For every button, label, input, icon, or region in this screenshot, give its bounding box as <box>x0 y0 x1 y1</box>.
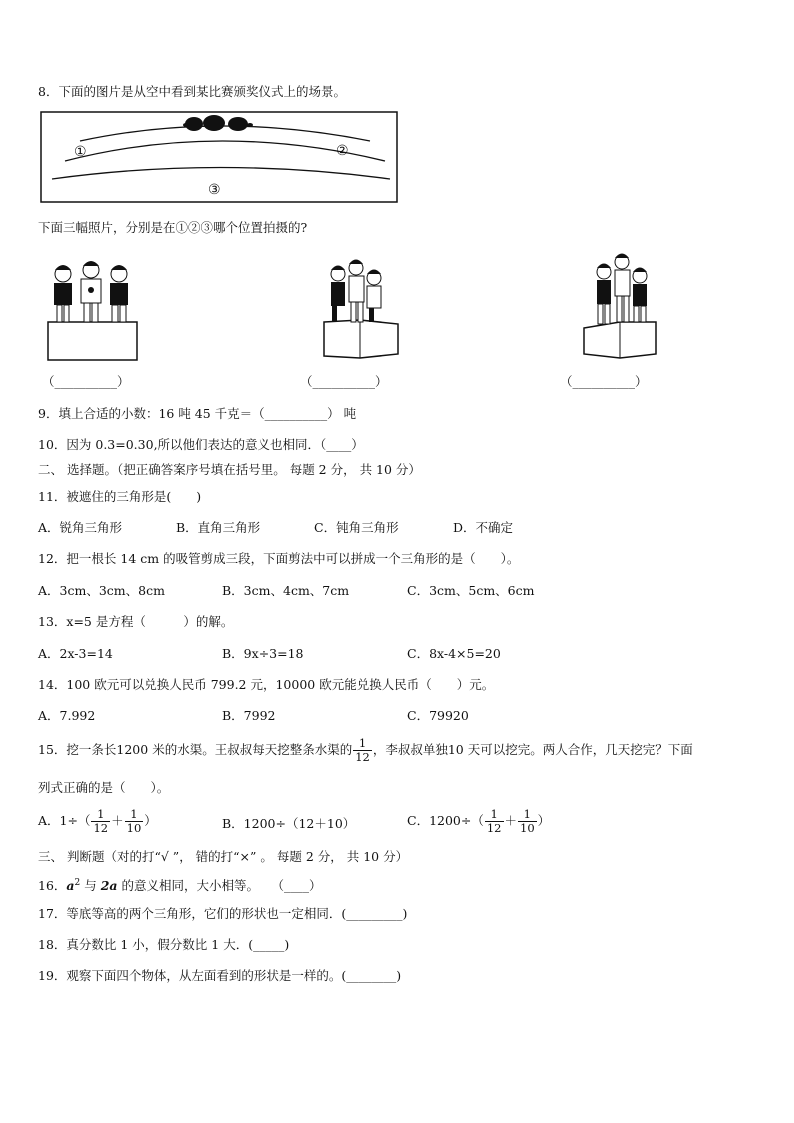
q15-option-b: B．1200÷（12＋10） <box>222 816 356 831</box>
q15-text-c: 列式正确的是（ ）。 <box>38 780 170 795</box>
plus-sign: ＋ <box>111 813 124 828</box>
fraction-denominator: 12 <box>486 821 502 835</box>
q17-text: 17．等底等高的两个三角形，它们的形状也一定相同．(_________) <box>38 906 408 921</box>
q11-option-a: A．锐角三角形 <box>38 520 123 535</box>
option-c-prefix: C．1200÷（ <box>407 813 484 828</box>
q14-option-b: B．7992 <box>222 708 276 723</box>
photo-2-left-view <box>318 258 402 362</box>
option-a-suffix: ） <box>144 813 157 828</box>
photo-3-answer-blank[interactable]: （__________） <box>560 374 648 389</box>
q10-text: 10．因为 0.3=0.30,所以他们表达的意义也相同．（____） <box>38 437 364 452</box>
section-3-heading: 三、 判断题（对的打“√ ”， 错的打“×” 。 每题 2 分， 共 10 分） <box>38 849 409 864</box>
fraction-denominator: 10 <box>126 821 142 835</box>
fraction-numerator: 1 <box>518 808 537 822</box>
q9-text: 9．填上合适的小数：16 吨 45 千克＝（__________） 吨 <box>38 406 357 421</box>
fraction-numerator: 1 <box>485 808 504 822</box>
fraction-1-12 <box>91 808 110 835</box>
q19-text: 19．观察下面四个物体，从左面看到的形状是一样的。(________) <box>38 968 402 983</box>
option-c-suffix: ） <box>537 813 551 828</box>
q12-option-a: A．3cm、3cm、8cm <box>38 583 165 598</box>
q14-option-a: A．7.992 <box>38 708 96 723</box>
photo-3-right-view <box>580 250 660 360</box>
q13-option-c: C．8x-4×5=20 <box>407 646 501 661</box>
q16-var-a: a <box>66 878 75 894</box>
fraction-1-10 <box>125 808 144 835</box>
q16-number: 16． <box>38 878 67 894</box>
fraction-denominator: 12 <box>355 750 370 764</box>
plus-sign: ＋ <box>504 813 518 828</box>
q8-prompt: 下面三幅照片，分别是在①②③哪个位置拍摄的? <box>38 220 308 235</box>
q16-exponent: 2 <box>74 878 81 888</box>
q11-text: 11．被遮住的三角形是( ) <box>38 489 202 504</box>
q16-mid: 与 <box>80 878 101 894</box>
q12-option-c: C．3cm、5cm、6cm <box>407 583 535 598</box>
q14-text: 14．100 欧元可以兑换人民币 799.2 元，10000 欧元能兑换人民币（ ）元。 <box>38 677 495 692</box>
position-3-label: ③ <box>208 182 221 198</box>
q12-option-b: B．3cm、4cm、7cm <box>222 583 350 598</box>
q15-text-a: 15．挖一条长1200 米的水渠。王叔叔每天挖整条水渠的 <box>38 742 353 757</box>
q15-option-a <box>38 808 157 835</box>
fraction-numerator: 1 <box>91 808 110 822</box>
section-2-heading: 二、 选择题。（把正确答案序号填在括号里。 每题 2 分， 共 10 分） <box>38 462 421 477</box>
q13-option-a: A．2x-3=14 <box>38 646 113 661</box>
q12-text: 12．把一根长 14 cm 的吸管剪成三段，下面剪法中可以拼成一个三角形的是（ ）。 <box>38 551 520 566</box>
q16-text <box>38 875 321 894</box>
position-1-label: ① <box>74 144 87 160</box>
q18-text: 18．真分数比 1 小，假分数比 1 大．(_____) <box>38 937 290 952</box>
q13-option-b: B．9x÷3=18 <box>222 646 304 661</box>
q13-text: 13．x=5 是方程（ ）的解。 <box>38 614 234 629</box>
option-a-prefix: A．1÷（ <box>38 813 91 828</box>
fraction-denominator: 12 <box>93 821 109 835</box>
q11-option-d: D．不确定 <box>453 520 514 535</box>
position-2-label: ② <box>336 143 349 159</box>
fraction-1-12 <box>485 808 504 835</box>
q16-rest: 的意义相同，大小相等。 （____） <box>117 878 322 894</box>
q15-line-1 <box>38 737 693 764</box>
q11-option-b: B．直角三角形 <box>176 520 261 535</box>
q15-option-c <box>407 808 550 835</box>
photo-1-answer-blank[interactable]: （__________） <box>42 374 130 389</box>
q16-var-2a: 2a <box>100 878 118 894</box>
fraction-1-10 <box>518 808 537 835</box>
fraction-numerator: 1 <box>353 737 372 751</box>
fraction-numerator: 1 <box>125 808 144 822</box>
q11-option-c: C．钝角三角形 <box>314 520 399 535</box>
q8-text: 8．下面的图片是从空中看到某比赛颁奖仪式上的场景。 <box>38 84 346 99</box>
q15-fraction <box>353 737 372 764</box>
photo-1-front-view <box>45 258 140 362</box>
q14-option-c: C．79920 <box>407 708 469 723</box>
photo-2-answer-blank[interactable]: （__________） <box>300 374 388 389</box>
fraction-denominator: 10 <box>520 821 535 835</box>
q15-text-b: ，李叔叔单独10 天可以挖完。两人合作，几天挖完？下面 <box>372 742 693 757</box>
